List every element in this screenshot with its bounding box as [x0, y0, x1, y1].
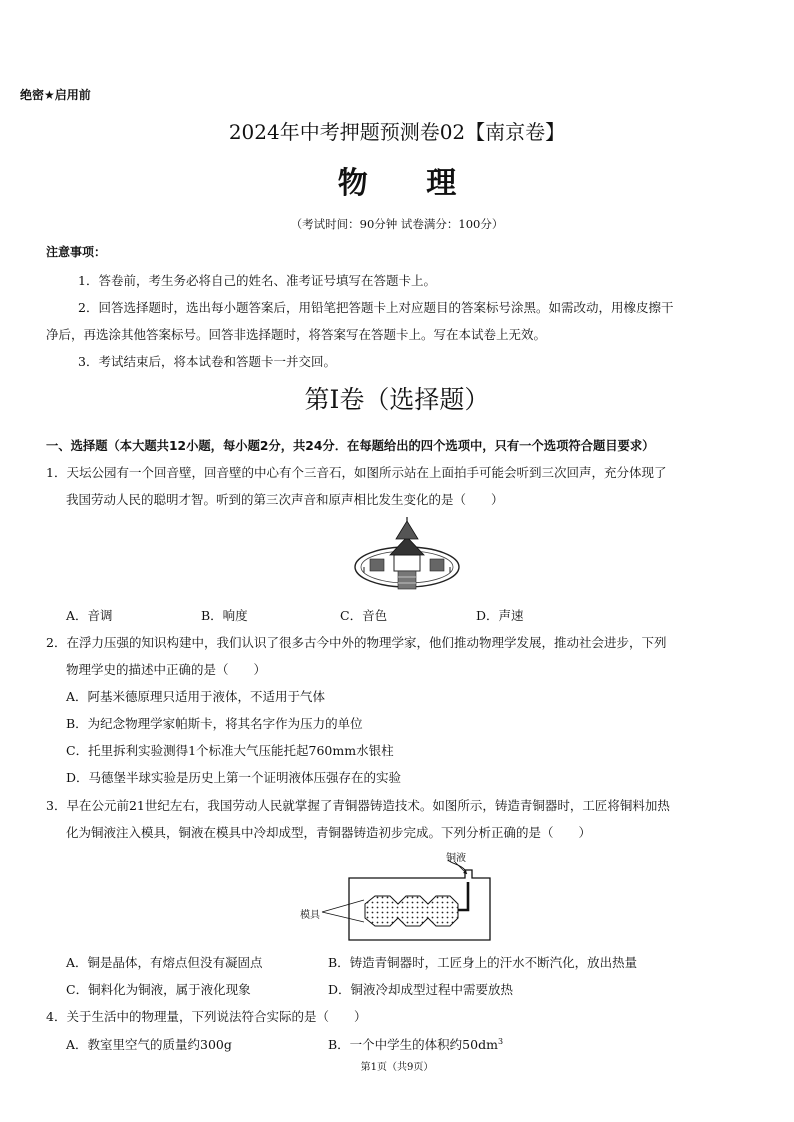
q1-option-a: A．音调	[66, 608, 113, 623]
casting-mold-figure	[320, 860, 492, 942]
page-footer: 第1页（共9页）	[360, 1062, 434, 1073]
section-heading: 一、选择题（本大题共12小题，每小题2分，共24分．在每题给出的四个选项中，只有一个选项符合题目要求）	[46, 439, 655, 453]
q2-stem-line2: 物理学史的描述中正确的是（ ）	[66, 662, 267, 677]
q2-option-d: D．马德堡半球实验是历史上第一个证明液体压强存在的实验	[66, 770, 402, 785]
q3-option-c: C．铜料化为铜液，属于液化现象	[66, 982, 251, 997]
q2-stem-line1: 2．在浮力压强的知识构建中，我们认识了很多古今中外的物理学家，他们推动物理学发展，推动社会进步，下列	[46, 635, 667, 650]
confidential-mark: 绝密★启用前	[20, 88, 91, 102]
q1-option-b: B．响度	[201, 608, 248, 623]
exam-title: 2024年中考押题预测卷02【南京卷】	[228, 120, 566, 144]
q4-option-a: A．教室里空气的质量约300g	[66, 1037, 232, 1052]
q1-stem-line1: 1．天坛公园有一个回音壁，回音壁的中心有个三音石，如图所示站在上面拍手可能会听到三次回声，充分体现了	[46, 465, 667, 480]
q3-stem-line1: 3．早在公元前21世纪左右，我国劳动人民就掌握了青铜器铸造技术。如图所示，铸造青铜器时，工匠将铜料加热	[46, 798, 670, 813]
q4-option-b-superscript: 3	[497, 1036, 504, 1046]
notice-heading: 注意事项：	[46, 245, 107, 259]
notice-item-1: 1．答卷前，考生务必将自己的姓名、准考证号填写在答题卡上。	[78, 273, 436, 288]
q4-option-b-text: B．一个中学生的体积约50dm	[328, 1037, 498, 1052]
figure-label-mold: 模具	[300, 910, 320, 921]
q2-option-c: C．托里拆利实验测得1个标准大气压能托起760mm水银柱	[66, 743, 394, 758]
q4-option-b	[328, 1035, 503, 1053]
q1-option-d: D．声速	[476, 608, 524, 623]
notice-item-3: 3．考试结束后，将本试卷和答题卡一并交回。	[78, 354, 336, 369]
q2-option-a: A．阿基米德原理只适用于液体，不适用于气体	[66, 689, 326, 704]
subject-title: 物 理	[337, 166, 481, 201]
notice-item-2-line1: 2．回答选择题时，选出每小题答案后，用铅笔把答题卡上对应题目的答案标号涂黑。如需改动，用橡皮擦干	[78, 300, 674, 315]
q3-option-d: D．铜液冷却成型过程中需要放热	[328, 982, 514, 997]
q2-option-b: B．为纪念物理学家帕斯卡，将其名字作为压力的单位	[66, 716, 363, 731]
q1-stem-line2: 我国劳动人民的聪明才智。听到的第三次声音和原声相比发生变化的是（ ）	[66, 492, 504, 507]
part-title: 第Ⅰ卷（选择题）	[304, 385, 490, 414]
q1-option-c: C．音色	[340, 608, 388, 623]
q3-option-b: B．铸造青铜器时，工匠身上的汗水不断汽化，放出热量	[328, 955, 638, 970]
q3-option-a: A．铜是晶体，有熔点但没有凝固点	[66, 955, 263, 970]
q4-stem: 4．关于生活中的物理量，下列说法符合实际的是（ ）	[46, 1009, 367, 1024]
notice-item-2-line2: 净后，再选涂其他答案标号。回答非选择题时，将答案写在答题卡上。写在本试卷上无效。	[46, 327, 547, 342]
exam-info: （考试时间：90分钟 试卷满分：100分）	[290, 217, 504, 231]
q3-stem-line2: 化为铜液注入模具，铜液在模具中冷却成型，青铜器铸造初步完成。下列分析正确的是（ ）	[66, 825, 592, 840]
echo-wall-figure	[352, 515, 462, 593]
figure-label-liquid: 铜液	[446, 853, 466, 864]
